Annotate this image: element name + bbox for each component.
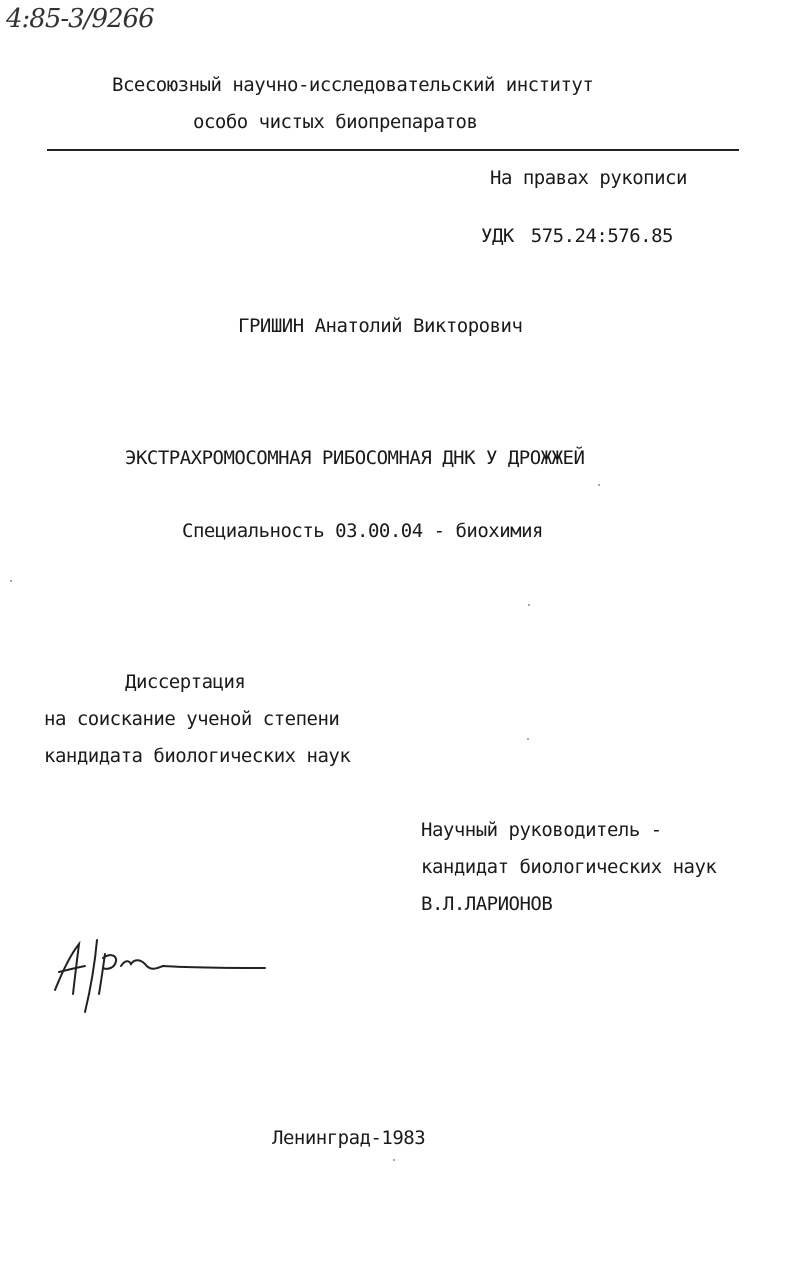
udc-code: 575.24:576.85 bbox=[530, 225, 673, 247]
institution-line-1: Всесоюзный научно-исследовательский институт bbox=[112, 74, 594, 96]
paper-speck bbox=[10, 580, 12, 582]
supervisor-label: Научный руководитель - bbox=[421, 819, 662, 841]
institution-line-2: особо чистых биопрепаратов bbox=[193, 111, 478, 133]
udc-line bbox=[481, 227, 673, 246]
degree-line-2: кандидата биологических наук bbox=[44, 745, 351, 767]
signature-drawing bbox=[45, 932, 275, 1027]
dissertation-label: Диссертация bbox=[125, 671, 246, 693]
rights-notice: На правах рукописи bbox=[490, 167, 687, 189]
supervisor-degree: кандидат биологических наук bbox=[421, 856, 717, 878]
header-divider bbox=[47, 149, 739, 151]
supervisor-name: В.Л.ЛАРИОНОВ bbox=[421, 893, 553, 915]
author-name: ГРИШИН Анатолий Викторович bbox=[238, 315, 523, 337]
paper-speck bbox=[528, 604, 530, 606]
paper-speck bbox=[393, 1159, 395, 1161]
paper-speck bbox=[598, 484, 600, 486]
archive-mark: 4:85-3/9266 bbox=[6, 4, 154, 34]
place-and-year: Ленинград-1983 bbox=[272, 1127, 426, 1149]
degree-line-1: на соискание ученой степени bbox=[44, 708, 340, 730]
paper-speck bbox=[527, 738, 529, 740]
author-signature bbox=[45, 932, 275, 1027]
specialty-line: Специальность 03.00.04 - биохимия bbox=[182, 520, 543, 542]
dissertation-title: ЭКСТРАХРОМОСОМНАЯ РИБОСОМНАЯ ДНК У ДРОЖЖЕЙ bbox=[125, 447, 585, 469]
udc-label: УДК bbox=[481, 225, 514, 247]
signature-text bbox=[53, 982, 77, 990]
